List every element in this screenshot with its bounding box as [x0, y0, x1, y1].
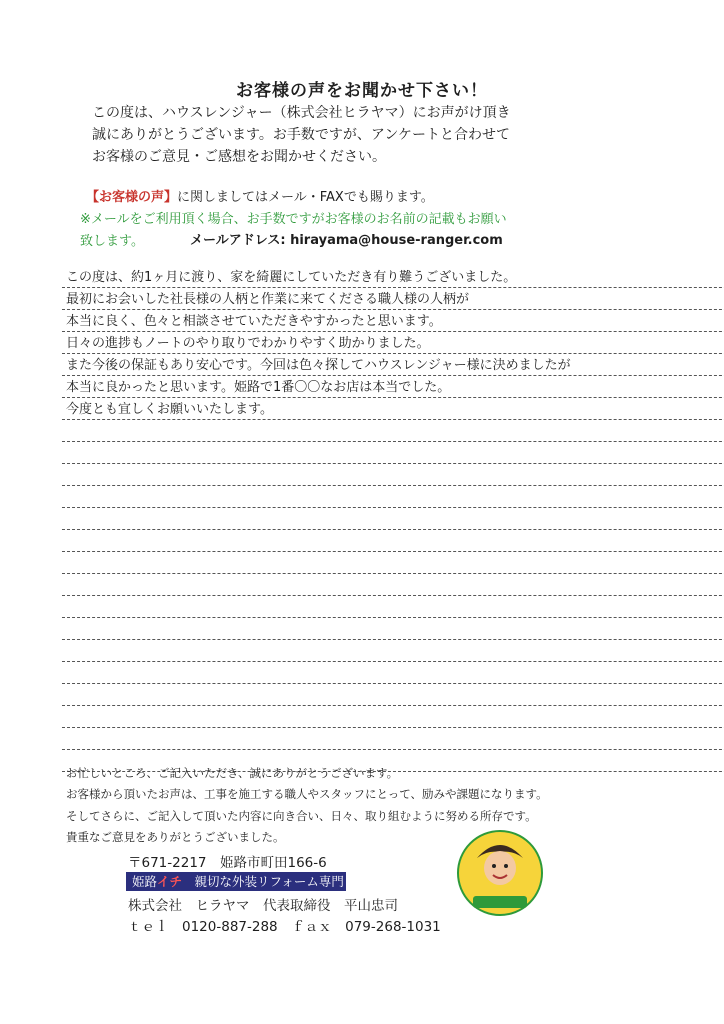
tagline-banner — [126, 872, 346, 891]
comment-line — [62, 684, 724, 706]
mail-notice-2: 致します。 — [80, 234, 144, 249]
comment-line — [62, 354, 724, 376]
comment-line — [62, 574, 724, 596]
banner-prefix: 姫路 — [132, 874, 158, 889]
comment-line — [62, 332, 724, 354]
mail-notice-1: ※メールをご利用頂く場合、お手数ですがお客様のお名前の記載もお願い — [80, 212, 507, 227]
page-title: お客様の声をお聞かせ下さい！ — [236, 81, 488, 101]
comment-line — [62, 376, 724, 398]
comment-line — [62, 662, 724, 684]
comment-line — [62, 266, 724, 288]
comment-line — [62, 464, 724, 486]
comment-line — [62, 486, 724, 508]
voice-text: に関しましてはメール・FAXでも賜ります。 — [177, 190, 434, 205]
comment-text: 日々の進捗もノートのやり取りでわかりやすく助かりました。 — [66, 336, 430, 351]
banner-suffix: 親切な外装リフォーム専門 — [182, 874, 344, 889]
closing-line-3: そしてさらに、ご記入して頂いた内容に向き合い、日々、取り組むように努める所存です。 — [66, 809, 537, 823]
comment-line — [62, 530, 724, 552]
voice-note — [86, 186, 434, 205]
comment-area — [62, 266, 724, 772]
comment-line — [62, 310, 724, 332]
email-label: メールアドレス: — [190, 233, 286, 248]
closing-line-1: お忙しいところ、ご記入いただき、誠にありがとうございます。 — [66, 766, 399, 780]
address: 〒671-2217 姫路市町田166-6 — [128, 855, 327, 871]
comment-text: 本当に良く、色々と相談させていただきやすかったと思います。 — [66, 314, 442, 329]
mascot-logo-icon — [455, 828, 545, 918]
voice-label: 【お客様の声】 — [86, 190, 178, 205]
comment-line — [62, 398, 724, 420]
comment-text: 今度とも宜しくお願いいたします。 — [66, 402, 273, 417]
comment-line — [62, 288, 724, 310]
comment-text: この度は、約1ヶ月に渡り、家を綺麗にしていただき有り難うございました。 — [66, 270, 517, 285]
comment-text: また今後の保証もあり安心です。今回は色々探してハウスレンジャー様に決めましたが — [66, 358, 571, 373]
comment-text: 本当に良かったと思います。姫路で1番〇〇なお店は本当でした。 — [66, 380, 451, 395]
comment-line — [62, 728, 724, 750]
comment-text: 最初にお会いした社長様の人柄と作業に来てくださる職人様の人柄が — [66, 292, 470, 307]
closing-line-4: 貴重なご意見をありがとうございました。 — [66, 830, 285, 844]
intro-line-1: この度は、ハウスレンジャー（株式会社ヒラヤマ）にお声がけ頂き — [92, 105, 511, 121]
comment-line — [62, 618, 724, 640]
company-name: 株式会社 ヒラヤマ 代表取締役 平山忠司 — [128, 898, 398, 914]
intro-line-2: 誠にありがとうございます。お手数ですが、アンケートと合わせて — [92, 127, 511, 143]
comment-line — [62, 640, 724, 662]
email-row — [190, 229, 503, 248]
contact-numbers: ｔｅｌ 0120-887-288 ｆａｘ 079-268-1031 — [128, 919, 441, 935]
intro-line-3: お客様のご意見・ご感想をお聞かせください。 — [92, 149, 386, 165]
comment-line — [62, 420, 724, 442]
comment-line — [62, 508, 724, 530]
comment-line — [62, 552, 724, 574]
comment-line — [62, 706, 724, 728]
comment-line — [62, 596, 724, 618]
closing-line-2: お客様から頂いたお声は、工事を施工する職人やスタッフにとって、励みや課題になります。 — [66, 787, 548, 801]
banner-accent: イチ — [157, 874, 183, 889]
comment-line — [62, 442, 724, 464]
email-address: hirayama@house-ranger.com — [290, 233, 503, 248]
